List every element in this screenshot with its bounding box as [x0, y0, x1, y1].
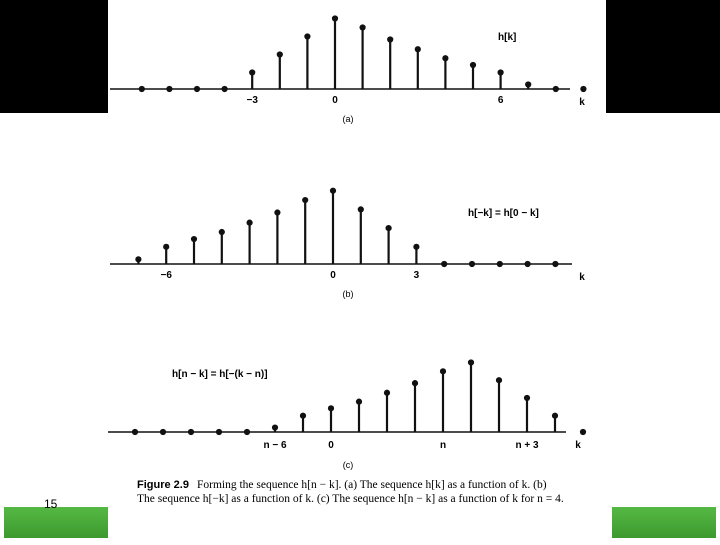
- sample-point-b-k1: [358, 206, 364, 212]
- sample-point-a-k1: [360, 24, 366, 30]
- sample-point-b-k3: [413, 244, 419, 250]
- sample-point-a-k-4: [222, 86, 228, 92]
- tick-label-b: 3: [413, 270, 420, 281]
- sample-point-c-k5: [468, 359, 474, 365]
- figure-caption: [137, 478, 567, 506]
- tick-label-c: n + 3: [515, 440, 539, 451]
- sample-point-a-k-2: [277, 51, 283, 57]
- sample-point-c-k0: [328, 405, 334, 411]
- sample-point-a-k6: [498, 69, 504, 75]
- sample-point-b-k-4: [219, 229, 225, 235]
- tick-label-a: −3: [246, 95, 258, 106]
- sample-point-c-k-2: [272, 424, 278, 430]
- footer-bar-left: [4, 507, 108, 538]
- black-panel-right: [606, 0, 720, 113]
- panel-formula-a: h[k]: [498, 32, 517, 43]
- sample-point-b-k-5: [191, 236, 197, 242]
- axis-variable-a: k: [579, 97, 585, 108]
- sample-point-b-k5: [469, 261, 475, 267]
- caption-text: Forming the sequence h[n − k]. (a) The sequence h[k] as a function of k. (b) The sequence h[−k] as a function of k. (c) The sequence h[n − k] as a function of k for n = 4.: [137, 479, 564, 505]
- sample-point-c-k-3: [244, 429, 250, 435]
- tick-label-a: 0: [332, 95, 338, 106]
- sample-point-b-k4: [441, 261, 447, 267]
- sample-point-b-k-3: [247, 220, 253, 226]
- axis-variable-b: k: [579, 272, 585, 283]
- sample-point-a-k-3: [249, 69, 255, 75]
- sample-point-c-k6: [496, 377, 502, 383]
- sample-point-b-k-7: [135, 256, 141, 262]
- panel-label-b: (b): [342, 289, 354, 299]
- sample-point-c-k7: [524, 395, 530, 401]
- sample-point-a-k-5: [194, 86, 200, 92]
- sample-point-a-k-7: [139, 86, 145, 92]
- slide-number: 15: [44, 497, 58, 511]
- tick-label-a: 6: [497, 95, 504, 106]
- footer-bar-right: [612, 507, 716, 538]
- tick-label-c: n − 6: [263, 440, 287, 451]
- sample-point-a-k8: [553, 86, 559, 92]
- sample-point-c-k9: [580, 429, 586, 435]
- sample-point-c-k4: [440, 368, 446, 374]
- sample-point-c-k-6: [160, 429, 166, 435]
- panel-formula-b: h[−k] = h[0 − k]: [468, 208, 539, 219]
- sample-point-c-k2: [384, 390, 390, 396]
- sample-point-b-k-1: [302, 197, 308, 203]
- figure-image: [108, 0, 606, 540]
- sample-point-a-k-1: [304, 33, 310, 39]
- sample-point-b-k6: [497, 261, 503, 267]
- tick-label-b: 0: [330, 270, 336, 281]
- sample-point-a-k3: [415, 46, 421, 52]
- panel-label-c: (c): [342, 460, 354, 470]
- sample-point-c-k-7: [132, 429, 138, 435]
- panel-label-a: (a): [342, 114, 354, 124]
- sample-point-a-k-6: [166, 86, 172, 92]
- sample-point-a-k4: [442, 55, 448, 61]
- sample-point-b-k0: [330, 188, 336, 194]
- panel-formula-c: h[n − k] = h[−(k − n)]: [172, 369, 268, 380]
- sample-point-a-k0: [332, 15, 338, 21]
- sample-point-c-k3: [412, 380, 418, 386]
- axis-variable-c: k: [575, 440, 581, 451]
- sample-point-c-k1: [356, 399, 362, 405]
- tick-label-c: n: [439, 440, 447, 451]
- tick-label-b: −6: [160, 270, 172, 281]
- figure-plots: [108, 0, 606, 540]
- sample-point-b-k-6: [163, 244, 169, 250]
- sample-point-b-k2: [386, 225, 392, 231]
- caption-label: Figure 2.9: [137, 479, 189, 491]
- sample-point-a-k7: [525, 81, 531, 87]
- sample-point-b-k7: [525, 261, 531, 267]
- sample-point-b-k-2: [274, 209, 280, 215]
- sample-point-b-k8: [552, 261, 558, 267]
- sample-point-c-k8: [552, 413, 558, 419]
- sample-point-a-k2: [387, 36, 393, 42]
- sample-point-a-k9: [580, 86, 586, 92]
- sample-point-c-k-1: [300, 413, 306, 419]
- sample-point-c-k-5: [188, 429, 194, 435]
- tick-label-c: 0: [328, 440, 334, 451]
- black-panel-left: [0, 0, 108, 113]
- sample-point-c-k-4: [216, 429, 222, 435]
- sample-point-a-k5: [470, 62, 476, 68]
